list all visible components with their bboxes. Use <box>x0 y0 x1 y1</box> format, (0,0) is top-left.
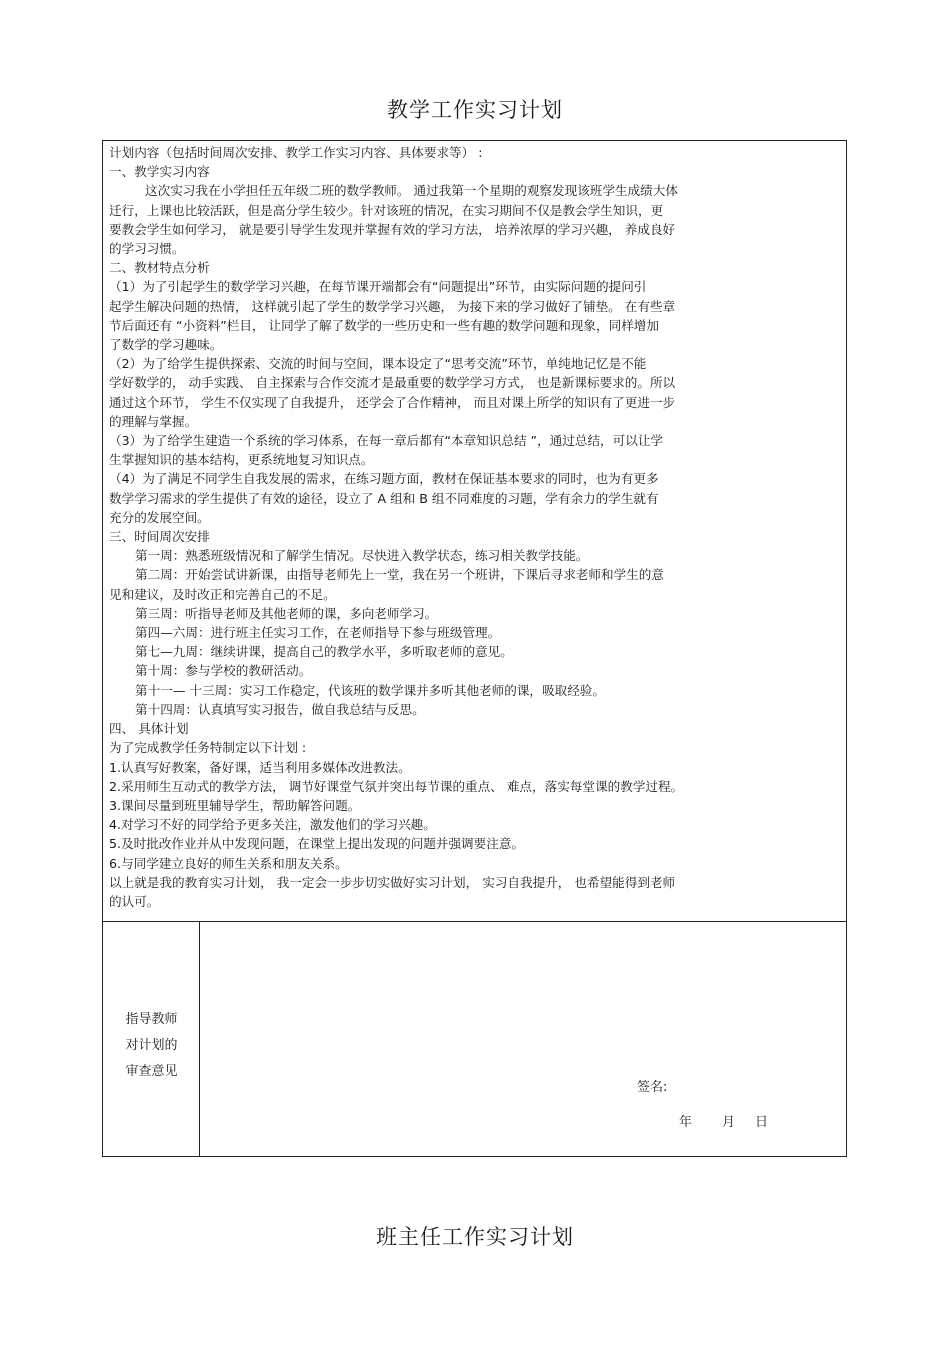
plan-paragraph-line: 通过这个环节， 学生不仅实现了自我提升， 还学会了合作精神， 而且对课上所学的知识有了更进一步 <box>109 394 676 410</box>
plan-paragraph-line: 起学生解决问题的热情， 这样就引起了学生的数学学习兴趣， 为接下来的学习做好了铺垫。 在有些章 <box>109 298 676 314</box>
plan-paragraph-line: （3）为了给学生建造一个系统的学习体系，在每一章后都有“本章知识总结 ”，通过总结，可以让学 <box>109 433 664 449</box>
schedule-line: 第四—六周：进行班主任实习工作，在老师指导下参与班级管理。 <box>135 625 501 641</box>
plan-paragraph-line: 为了完成教学任务特制定以下计划 : <box>109 740 307 756</box>
schedule-line: 见和建议，及时改正和完善自己的不足。 <box>109 586 336 602</box>
plan-paragraph-line: 数学学习需求的学生提供了有效的途径，设立了 A 组和 B 组不同难度的习题，学有余力的学生就有 <box>109 490 659 506</box>
plan-paragraph-line: 以上就是我的教育实习计划， 我一定会一步步切实做好实习计划， 实习自我提升， 也希望能得到老师 <box>109 874 676 890</box>
review-label-line: 审查意见 <box>125 1064 178 1079</box>
date-month-label: 月 <box>722 1115 736 1130</box>
plan-paragraph-line: 的理解与掌握。 <box>109 413 198 429</box>
date-year-label: 年 <box>679 1115 693 1130</box>
plan-paragraph-line: （2）为了给学生提供探索、交流的时间与空间，课本设定了“思考交流”环节，单纯地记忆是不能 <box>109 356 647 372</box>
schedule-line: 第七—九周：继续讲课，提高自己的教学水平，多听取老师的意见。 <box>135 644 513 660</box>
schedule-line: 第十四周：认真填写实习报告，做自我总结与反思。 <box>135 701 425 717</box>
page-title: 教学工作实习计划 <box>387 98 563 122</box>
schedule-line: 第三周：听指导老师及其他老师的课，多向老师学习。 <box>135 605 438 621</box>
schedule-line: 第二周：开始尝试讲新课，由指导老师先上一堂，我在另一个班讲，下课后寻求老师和学生的意 <box>135 567 664 583</box>
review-label-line: 指导教师 <box>125 1012 178 1027</box>
plan-list-item: 3.课间尽量到班里辅导学生，帮助解答问题。 <box>109 797 361 813</box>
plan-list-item: 1.认真写好教案，备好课，适当利用多媒体改进教法。 <box>109 759 411 775</box>
plan-paragraph-line: 要教会学生如何学习， 就是要引导学生发现并掌握有效的学习方法， 培养浓厚的学习兴趣， 养成良好 <box>109 221 676 237</box>
plan-list-item: 2.采用师生互动式的教学方法， 调节好课堂气氛并突出每节课的重点、 难点，落实每堂课的教学过程。 <box>109 778 684 794</box>
plan-paragraph-line: （1）为了引起学生的数学学习兴趣，在每节课开端都会有“问题提出”环节，由实际问题的提问引 <box>109 279 647 295</box>
plan-list-item: 5.及时批改作业并从中发现问题，在课堂上提出发现的问题并强调要注意。 <box>109 836 525 852</box>
plan-paragraph-line: 节后面还有 “小资料”栏目， 让同学了解了数学的一些历史和一些有趣的数学问题和现象，同样增加 <box>109 317 659 333</box>
plan-paragraph-line: 这次实习我在小学担任五年级二班的数学教师。 通过我第一个星期的观察发现该班学生成绩大体 <box>145 183 678 199</box>
plan-paragraph-line: 生掌握知识的基本结构，更系统地复习知识点。 <box>109 452 374 468</box>
review-row <box>102 921 847 1157</box>
plan-paragraph-line: （4）为了满足不同学生自我发展的需求，在练习题方面，教材在保证基本要求的同时，也为有更多 <box>109 471 659 487</box>
plan-paragraph-line: 充分的发展空间。 <box>109 509 210 525</box>
schedule-line: 第十周：参与学校的教研活动。 <box>135 663 312 679</box>
date-day-label: 日 <box>755 1115 769 1130</box>
plan-paragraph-line: 学好数学的， 动手实践、 自主探索与合作交流才是最重要的数学学习方式， 也是新课标要求的。所以 <box>109 375 676 391</box>
plan-content-cell <box>102 140 847 922</box>
plan-list-item: 6.与同学建立良好的师生关系和朋友关系。 <box>109 855 348 871</box>
plan-list-item: 4.对学习不好的同学给予更多关注，激发他们的学习兴趣。 <box>109 817 436 833</box>
next-section-title: 班主任工作实习计划 <box>376 1225 574 1249</box>
review-label-line: 对计划的 <box>125 1038 178 1053</box>
section-heading: 一、教学实习内容 <box>109 164 210 180</box>
schedule-line: 第一周：熟悉班级情况和了解学生情况。尽快进入教学状态，练习相关教学技能。 <box>135 548 589 564</box>
schedule-line: 第十一— 十三周：实习工作稳定，代该班的数学课并多听其他老师的课，吸取经验。 <box>135 682 605 698</box>
section-heading: 三、时间周次安排 <box>109 529 210 545</box>
section-heading: 四、 具体计划 <box>109 721 189 737</box>
section-heading: 二、教材特点分析 <box>109 260 210 276</box>
plan-paragraph-line: 的学习习惯。 <box>109 241 185 257</box>
review-label-cell <box>103 922 200 1156</box>
signature-label: 签名: <box>637 1080 668 1095</box>
plan-paragraph-line: 迁行，上课也比较活跃，但是高分学生较少。针对该班的情况，在实习期间不仅是教会学生知识，更 <box>109 202 664 218</box>
plan-paragraph-line: 了数学的学习趣味。 <box>109 337 223 353</box>
plan-paragraph-line: 的认可。 <box>109 893 160 909</box>
plan-header: 计划内容（包括时间周次安排、教学工作实习内容、具体要求等） : <box>109 145 483 160</box>
